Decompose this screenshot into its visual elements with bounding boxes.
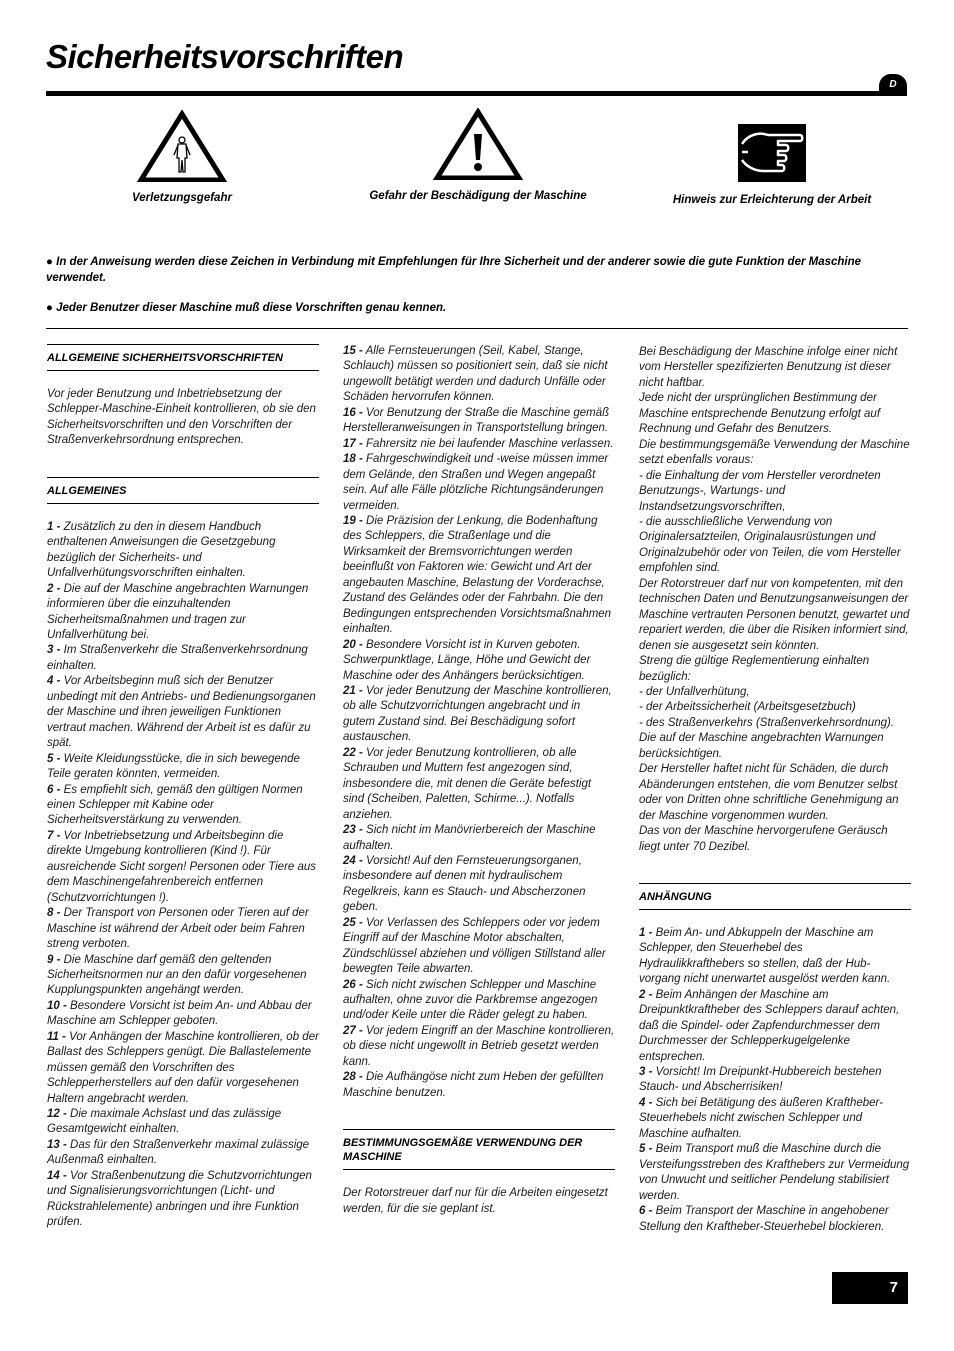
exclamation-warning-icon [433,108,523,180]
rule-item [47,1138,319,1169]
rule-text: Die Maschine darf gemäß den geltenden Sicherheitsnormen nur an den dafür vorgesehenen Kupplungspunkten angehängt werden. [47,953,307,997]
rule-text: Im Straßenverkehr die Straßenverkehrsordnung einhalten. [47,644,308,672]
rule-number: 18 - [343,453,363,466]
rule-number: 23 - [343,824,363,837]
symbol-injury [102,110,262,204]
rule-number: 8 - [47,907,61,920]
page-number: 7 [832,1272,908,1304]
rule-text: Es empfiehlt sich, gemäß den gültigen Normen einen Schlepper mit Kabine oder Sicherheitsverstärkung zu verwenden. [47,783,303,827]
rule-text: Fahrersitz nie bei laufender Maschine verlassen. [366,437,614,450]
rule-number: 26 - [343,978,363,991]
text-line: - die Einhaltung der vom Hersteller verordneten Benutzungs-, Wartungs- und Instandsetzungsvorschriften, [639,469,881,513]
column-2 [343,344,615,1217]
section-heading-general-safety: ALLGEMEINE SICHERHEITSVORSCHRIFTEN [47,344,319,371]
rule-number: 2 - [639,988,653,1001]
rule-text: Vor Inbetriebsetzung und Arbeitsbeginn die direkte Umgebung kontrollieren (Kind !). Für ausreichende Sicht sorgen! Personen oder Tiere aus dem Maschinengefahrenbereich entfernen (Schutzvorrichtungen !). [47,829,317,904]
rule-item [47,582,319,644]
text-line: - die ausschließliche Verwendung von Originalersatzteilen, Originalausrüstungen und Originalzubehör oder von Teilen, die vom Hersteller empfohlen sind. [639,515,901,575]
rule-number: 20 - [343,638,363,651]
rule-number: 14 - [47,1169,67,1182]
rule-text: Alle Fernsteuerungen (Seil, Kabel, Stange, Schlauch) müssen so positioniert sein, daß sie nicht ungewollt betätigt werden und dadurch Unfälle oder Schäden hervorrufen können. [343,345,608,404]
rule-number: 22 - [343,746,363,759]
rule-text: Vor jedem Eingriff an der Maschine kontrollieren, ob diese nicht ungewollt in Betrieb gesetzt werden kann. [343,1024,615,1068]
symbol-work-hint-label: Hinweis zur Erleichterung der Arbeit [672,194,872,206]
intended-use-text: Der Rotorstreuer darf nur für die Arbeiten eingesetzt werden, für die sie geplant ist. [343,1187,608,1215]
rule-item [639,1204,911,1235]
rule-text: Sich nicht im Manövrierbereich der Maschine aufhalten. [343,824,596,852]
rule-text: Beim Transport der Maschine in angehobener Stellung den Kraftheber-Steuerhebel blockieren. [639,1205,889,1233]
rule-text: Vor Straßenbenutzung die Schutzvorrichtungen und Signalisierungsvorrichtungen (Licht- und Rückstrahlelemente) anbringen und ihre Funktion prüfen. [47,1169,312,1229]
text-line: Jede nicht der ursprünglichen Bestimmung der Maschine entsprechende Benutzung erfolgt auf Rechnung und Gefahr des Benutzers. [639,392,881,436]
rule-number: 2 - [47,582,61,595]
rule-text: Fahrgeschwindigkeit und -weise müssen immer dem Gelände, den Straßen und Wegen angepaßt sein. Auf alle Fälle plötzliche Richtungsänderungen vermeiden. [343,453,609,512]
rule-text: Beim An- und Abkuppeln der Maschine am Schlepper, den Steuerhebel des Hydraulikkrafthebers so stellen, daß der Hub-vorgang nicht unerwartet ausgelöst werden kann. [639,926,891,986]
rule-number: 10 - [47,999,67,1012]
rule-number: 3 - [639,1066,653,1079]
pointing-hand-icon [738,124,806,182]
rule-item [343,514,615,638]
symbol-work-hint [652,124,892,206]
rule-number: 21 - [343,684,363,697]
rule-number: 5 - [47,752,61,765]
text-line: - des Straßenverkehrs (Straßenverkehrsordnung). [639,716,895,729]
symbol-injury-label: Verletzungsgefahr [132,192,232,204]
rule-text: Zusätzlich zu den in diesem Handbuch enthaltenen Anweisungen die Gesetzgebung bezüglich der Sicherheits- und Unfallverhütungsvorschriften einhalten. [47,520,276,580]
rule-number: 4 - [639,1096,653,1109]
rule-text: Sich bei Betätigung des äußeren Kraftheber-Steuerhebels nicht zwischen Schlepper und Maschine aufhalten. [639,1096,884,1140]
rule-text: Weite Kleidungsstücke, die in sich bewegende Teile geraten könnten, vermeiden. [47,752,300,781]
rule-item [47,752,319,783]
rule-item [343,684,615,746]
rule-number: 28 - [343,1071,363,1084]
text-line: Bei Beschädigung der Maschine infolge einer nicht vom Hersteller spezifizierten Benutzung ist dieser nicht haftbar. [639,346,898,389]
rule-number: 17 - [343,437,363,450]
section-heading-hitching: ANHÄNGUNG [639,883,911,910]
rule-item [343,344,615,406]
rule-number: 16 - [343,406,363,419]
rule-item [47,674,319,751]
rule-text: Beim Anhängen der Maschine am Dreipunktkraftheber des Schleppers darauf achten, daß die Spindel- oder Zapfendurchmesser dem Durchmesser der Schlepperkugelgelenke entsprechen. [639,988,900,1063]
rule-text: Vor Anhängen der Maschine kontrollieren, ob der Ballast des Schleppers genügt. Die Ballastelemente müssen gemäß den Vorschriften des Schlepperherstellers auf den dafür vorgesehenen Haltern angebracht werden. [47,1030,319,1105]
rule-item [47,643,319,674]
rule-text: Der Transport von Personen oder Tieren auf der Maschine ist während der Arbeit oder beim Fahren streng verboten. [47,907,309,951]
rule-item [47,906,319,952]
rule-item [47,783,319,829]
rule-number: 13 - [47,1138,67,1151]
rule-text: Vor Arbeitsbeginn muß sich der Benutzer unbedingt mit den Antriebs- und Bedienungsorganen der Maschine und ihren jeweiligen Funktionen vertraut machen. Während der Arbeit ist es dafür zu spät. [47,675,316,750]
intended-use-details [639,345,911,855]
rule-number: 27 - [343,1024,363,1037]
rule-item [343,638,615,684]
text-line: Streng die gültige Reglementierung einhalten bezüglich: [639,655,870,683]
rule-number: 5 - [639,1143,653,1156]
rule-text: Vor jeder Benutzung der Maschine kontrollieren, ob alle Schutzvorrichtungen angebracht und in gutem Zustand sind. Bei Beschädigung sofort austauschen. [343,684,612,744]
rule-item [639,1142,911,1204]
rule-text: Das für den Straßenverkehr maximal zulässige Außenmaß einhalten. [47,1138,310,1167]
rule-number: 4 - [47,675,61,688]
rule-text: Vor Benutzung der Straße die Maschine gemäß Herstelleranweisungen in Transportstellung bringen. [343,406,610,435]
rule-text: Vor jeder Benutzung kontrollieren, ob alle Schrauben und Muttern fest angezogen sind, insbesondere die, mit denen die Geräte befestigt sind (Scheiben, Paletten, Schirme...). Notfalls anziehen. [343,746,592,821]
rule-item [343,823,615,854]
rule-text: Beim Transport muß die Maschine durch die Versteifungsstreben des Krafthebers zur Vermeidung von Unwucht und seitlicher Pendelung stabilisiert werden. [639,1143,910,1202]
rule-number: 1 - [47,520,61,533]
page-title: Sicherheitsvorschriften [46,38,404,75]
rule-text: Die Aufhängöse nicht zum Heben der gefüllten Maschine benutzen. [343,1071,604,1099]
rule-item [47,1030,319,1107]
rule-text: Vorsicht! Auf den Fernsteuerungsorganen, insbesondere auf denen mit hydraulischem Regelkreis, kann es Stauch- und Abscherzonen geben. [343,854,586,914]
rule-text: Vorsicht! Im Dreipunkt-Hubbereich bestehen Stauch- und Abscherrisiken! [639,1066,882,1094]
intro-paragraph-1: ● In der Anweisung werden diese Zeichen in Verbindung mit Empfehlungen für Ihre Sicherheit und der anderer sowie die gute Funktion der Maschine verwendet. [46,256,862,284]
rule-item [343,916,615,978]
rule-item [47,999,319,1030]
text-line: Der Rotorstreuer darf nur von kompetenten, mit den technischen Daten und Benutzungsanweisungen der Maschine vertrauten Personen benutzt, gewartet und repariert werden, die über die Risiken informiert sind, denen sie ausgesetzt sein könnten. [639,577,910,652]
rule-item [343,854,615,916]
column-1 [47,344,319,1231]
rule-number: 6 - [47,783,61,796]
section-heading-general: ALLGEMEINES [47,477,319,504]
rule-item [639,1096,911,1142]
rule-number: 12 - [47,1108,67,1121]
general-rules-list-continued [343,344,615,1101]
rule-number: 24 - [343,854,363,867]
text-line: Die bestimmungsgemäße Verwendung der Maschine setzt ebenfalls voraus: [639,438,910,467]
rule-item [47,1169,319,1231]
intro-paragraph-2: ● Jeder Benutzer dieser Maschine muß diese Vorschriften genau kennen. [46,302,447,314]
rule-item [343,746,615,823]
rule-number: 6 - [639,1205,653,1218]
rule-item [343,1070,615,1101]
rule-number: 19 - [343,514,363,527]
rule-item [47,520,319,582]
hitching-rules-list [639,926,911,1235]
symbol-machine-damage-label: Gefahr der Beschädigung der Maschine [369,190,587,202]
rule-item [47,1107,319,1138]
rule-item [47,829,319,906]
rule-text: Vor Verlassen des Schleppers oder vor jedem Eingriff auf der Maschine Motor abschalten, Zündschlüssel abziehen und völligen Stillstand aller bewegten Teile abwarten. [343,916,606,976]
rule-text: Sich nicht zwischen Schlepper und Maschine aufhalten, ohne zuvor die Parkbremse angezogen und/oder Keile unter die Räder gelegt zu haben. [343,978,598,1022]
rule-text: Besondere Vorsicht ist beim An- und Abbau der Maschine am Schlepper geboten. [47,999,312,1028]
rule-text: Die Präzision der Lenkung, die Bodenhaftung des Schleppers, die Straßenlage und die Wirksamkeit der Bremsvorrichtungen werden beeinflußt von Faktoren wie: Gewicht und Art der angebauten Maschine, Belastung der Vorderachse, Zustand des Geländes oder der Fahrbahn. Die den Bedingungen entsprechenden Vorsichtsmaßnahmen einhalten. [343,514,612,636]
rule-item [343,1024,615,1070]
rule-item [343,406,615,437]
rule-number: 7 - [47,829,61,842]
rule-number: 15 - [343,345,363,357]
text-line: Die auf der Maschine angebrachten Warnungen berücksichtigen. [639,732,884,760]
general-rules-list [47,520,319,1231]
title-rule [46,91,882,96]
rule-number: 25 - [343,916,363,929]
rule-text: Die auf der Maschine angebrachten Warnungen informieren über die einzuhaltenden Sicherheitsmaßnahmen und tragen zur Unfallverhütung bei. [47,582,309,641]
rule-item [343,978,615,1024]
general-safety-text: Vor jeder Benutzung und Inbetriebsetzung der Schlepper-Maschine-Einheit kontrollieren, ob sie den Sicherheitsvorschriften und den Vorschriften der Straßenverkehrsordnung entsprechen. [47,388,316,447]
text-line: - der Unfallverhütung, [639,685,750,698]
rule-item [47,953,319,999]
language-badge: D [879,74,907,96]
rule-text: Besondere Vorsicht ist in Kurven geboten. Schwerpunktlage, Länge, Höhe und Gewicht der Maschine oder des Anhängers berücksichtigen. [343,638,591,682]
rule-item [343,452,615,514]
rule-number: 9 - [47,953,61,966]
rule-item [639,926,911,988]
symbol-machine-damage [346,108,610,202]
person-warning-icon [137,110,227,182]
text-line: Der Hersteller haftet nicht für Schäden, die durch Abänderungen entstehen, die vom Benutzer selbst oder von Dritten ohne schriftliche Genehmigung an der Maschine vorgenommen wurden. [639,763,899,822]
rule-number: 1 - [639,926,653,939]
rule-item [639,988,911,1065]
section-heading-intended-use: BESTIMMUNGSGEMÄßE VERWENDUNG DER MASCHINE [343,1129,615,1170]
text-line: - der Arbeitssicherheit (Arbeitsgesetzbuch) [639,701,856,714]
column-3 [639,345,911,1235]
rule-number: 11 - [47,1030,66,1043]
rule-text: Die maximale Achslast und das zulässige Gesamtgewicht einhalten. [47,1108,282,1136]
rule-number: 3 - [47,644,61,657]
rule-item [343,437,615,452]
section-divider [46,328,908,329]
text-line: Das von der Maschine hervorgerufene Geräusch liegt unter 70 Dezibel. [639,825,888,853]
rule-item [639,1065,911,1096]
